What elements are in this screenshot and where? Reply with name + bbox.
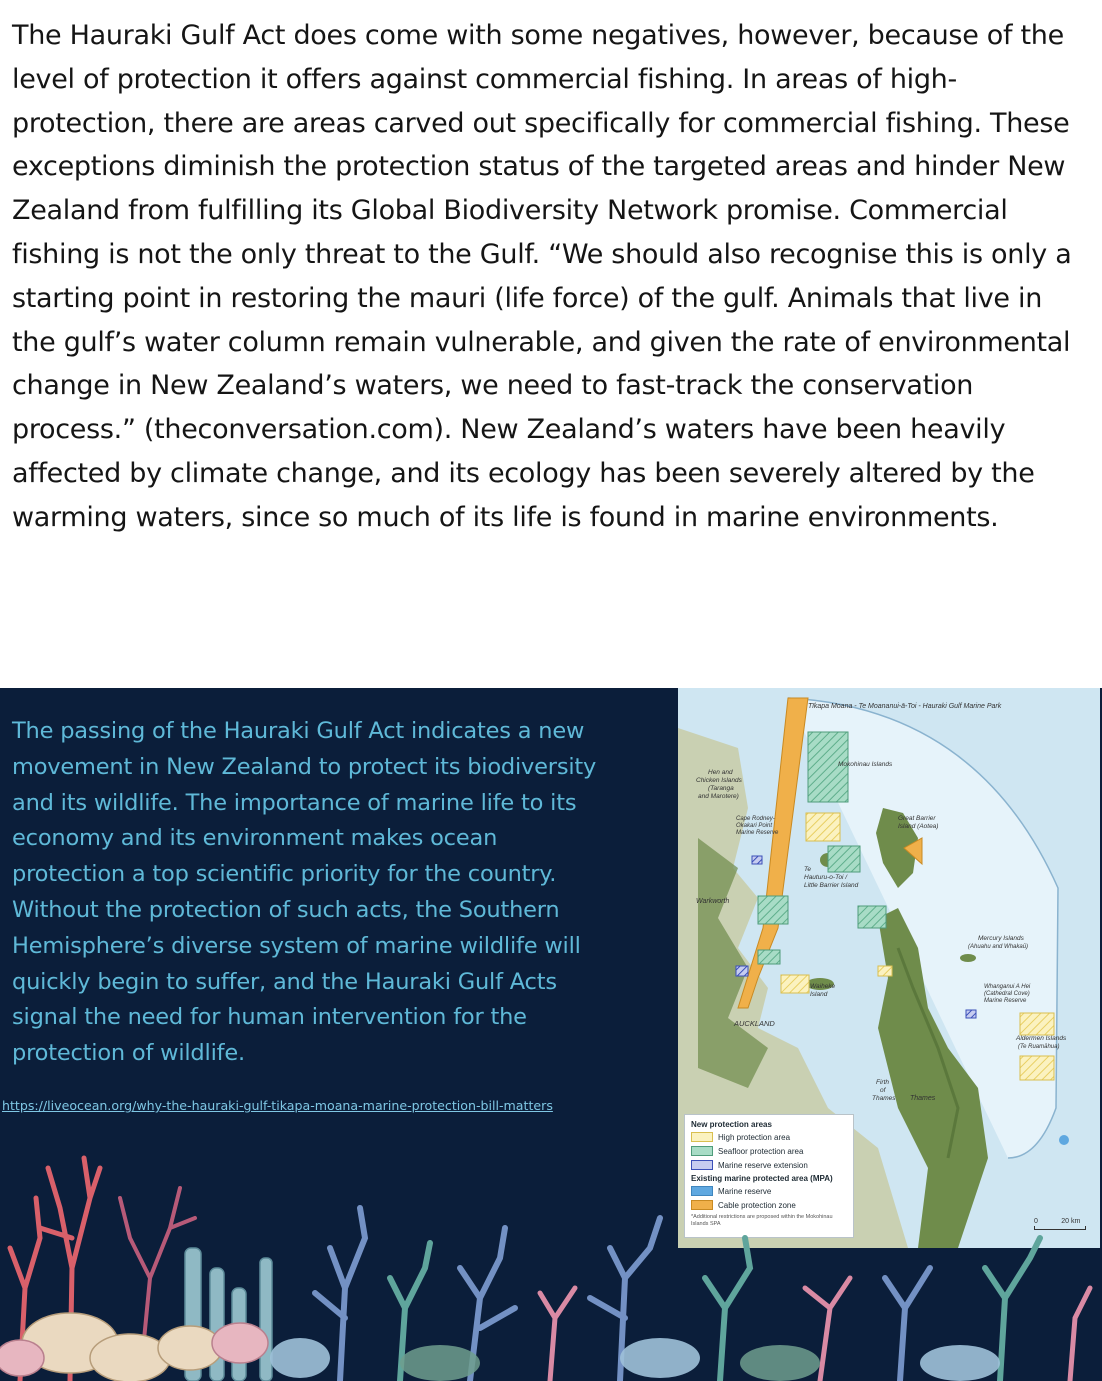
marine-reserve-extension xyxy=(752,856,762,864)
svg-text:Warkworth: Warkworth xyxy=(696,898,730,905)
map-legend: New protection areas High protection area Seafloor protection area Marine reserve extension Existing marine protected area (MPA) Marine reserve Cable protection zone *Additional restrictions are proposed within the Mokohinau Islands SPA xyxy=(684,1114,854,1238)
svg-text:of: of xyxy=(880,1087,886,1094)
svg-text:Chicken Islands: Chicken Islands xyxy=(696,777,742,784)
svg-text:Marine Reserve: Marine Reserve xyxy=(984,998,1027,1004)
coral-illustration xyxy=(0,1118,1102,1381)
svg-text:Great Barrier: Great Barrier xyxy=(898,815,936,822)
svg-text:(Cathedral Cove): (Cathedral Cove) xyxy=(984,991,1030,997)
svg-text:Island: Island xyxy=(810,991,828,998)
svg-text:Island (Aotea): Island (Aotea) xyxy=(898,823,939,830)
scale-bar: 0 20 km xyxy=(1034,1218,1086,1230)
svg-text:Thames: Thames xyxy=(872,1095,896,1102)
svg-text:Mercury Islands: Mercury Islands xyxy=(978,935,1024,942)
svg-text:Te: Te xyxy=(804,866,811,873)
svg-text:Hauturu-o-Toi /: Hauturu-o-Toi / xyxy=(804,874,848,881)
park-label: Tīkapa Moana - Te Moananui-ā-Toi - Hauraki Gulf Marine Park xyxy=(808,703,1002,710)
svg-text:and Marotere): and Marotere) xyxy=(698,793,739,800)
info-panel xyxy=(0,688,1102,1381)
body-paragraph: The Hauraki Gulf Act does come with some negatives, however, because of the level of protection it offers against commercial fishing. In areas of high-protection, there are areas carved out specifically for commercial fishing. These exceptions diminish the protection status of the targeted areas and hinder New Zealand from fulfilling its Global Biodiversity Network promise. Commercial fishing is not the only threat to the Gulf. “We should also recognise this is only a starting point in restoring the mauri (life force) of the gulf. Animals that live in the gulf’s water column remain vulnerable, and given the rate of environmental change in New Zealand’s waters, we need to fast-track the conservation process.” (theconversation.com). New Zealand’s waters have been heavily affected by climate change, and its ecology has been severely altered by the warming waters, since so much of its life is found in marine environments. xyxy=(12,20,1072,533)
high-protection-area xyxy=(806,813,840,841)
svg-text:Thames: Thames xyxy=(910,1095,936,1102)
svg-text:(Te Ruamāhua): (Te Ruamāhua) xyxy=(1018,1044,1060,1050)
svg-text:Cape Rodney-: Cape Rodney- xyxy=(736,816,775,822)
svg-text:Okakari Point: Okakari Point xyxy=(736,823,773,829)
svg-text:(Taranga: (Taranga xyxy=(708,785,734,792)
svg-text:(Ahuahu and Whakaū): (Ahuahu and Whakaū) xyxy=(968,944,1029,950)
panel-paragraph: The passing of the Hauraki Gulf Act indicates a new movement in New Zealand to protect its biodiversity and its wildlife. The importance of marine life to its economy and its environment makes ocean protection a top scientific priority for the country. Without the protection of such acts, the Southern Hemisphere’s diverse system of marine wildlife will quickly begin to suffer, and the Hauraki Gulf Acts signal the need for human intervention for the protection of wildlife. xyxy=(12,718,597,1067)
svg-text:Marine Reserve: Marine Reserve xyxy=(736,830,779,836)
svg-text:Whanganui A Hei: Whanganui A Hei xyxy=(984,984,1031,990)
svg-text:Hen and: Hen and xyxy=(708,769,733,776)
svg-text:Firth: Firth xyxy=(876,1079,889,1086)
svg-text:Little Barrier Island: Little Barrier Island xyxy=(804,882,859,889)
svg-text:Mokohinau Islands: Mokohinau Islands xyxy=(838,761,893,768)
svg-text:Waiheke: Waiheke xyxy=(810,983,836,990)
source-link[interactable]: https://liveocean.org/why-the-hauraki-gulf-tikapa-moana-marine-protection-bill-matters xyxy=(2,1098,553,1113)
svg-text:AUCKLAND: AUCKLAND xyxy=(734,1019,775,1028)
svg-text:Aldermen Islands: Aldermen Islands xyxy=(1016,1035,1067,1042)
